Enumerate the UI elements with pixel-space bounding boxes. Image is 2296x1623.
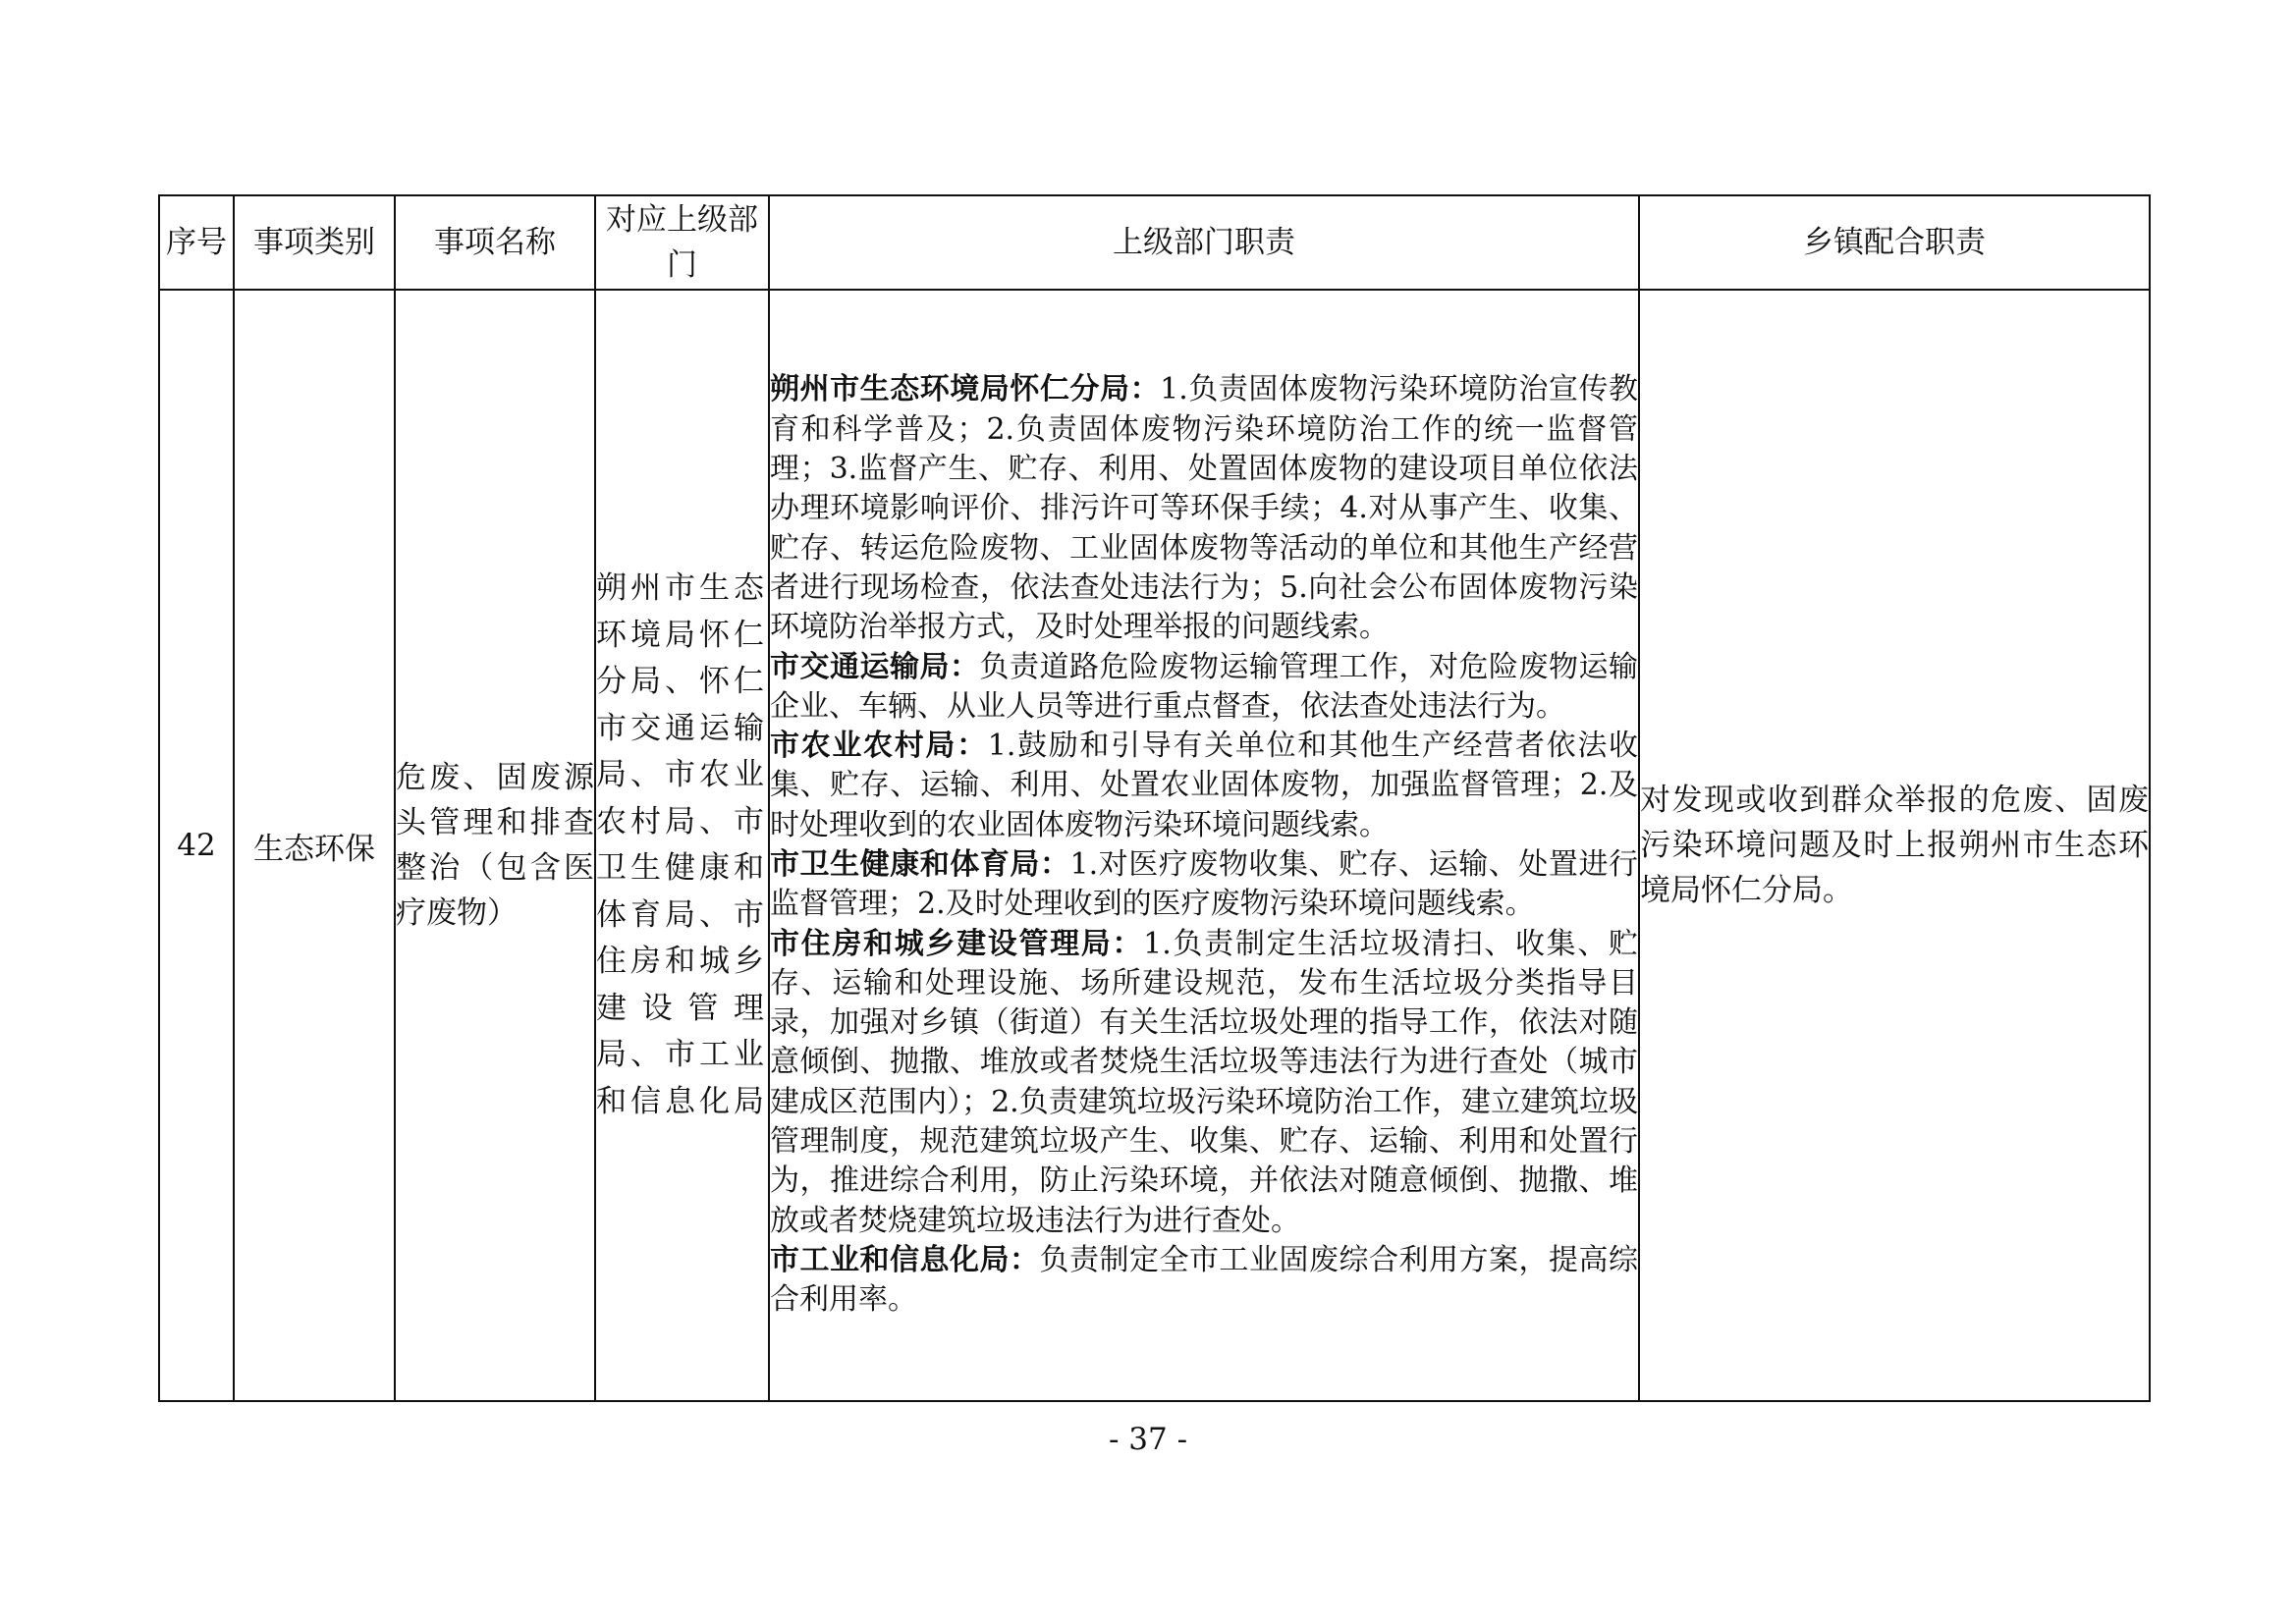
duty-paragraph	[770, 925, 1638, 1241]
header-dept: 对应上级部门	[595, 195, 769, 290]
duty-text: 1.负责固体废物污染环境防治宣传教育和科学普及；2.负责固体废物污染环境防治工作的统一监督管理；3.监督产生、贮存、利用、处置固体废物的建设项目单位依法办理环境影响评价、排污许可等环保手续；4.对从事产生、收集、贮存、转运危险废物、工业固体废物等活动的单位和其他生产经营者进行现场检查，依法查处违法行为；5.向社会公布固体废物污染环境防治举报方式，及时处理举报的问题线索。	[770, 372, 1638, 645]
duty-paragraph	[770, 727, 1638, 845]
cell-upper-duty	[769, 290, 1639, 1401]
cell-seq: 42	[159, 290, 234, 1401]
cell-item-name: 危废、固废源头管理和排查整治（包含医疗废物）	[395, 290, 595, 1401]
table-header-row	[159, 195, 2150, 290]
page-number: - 37 -	[1108, 1422, 1188, 1457]
table-row	[159, 290, 2150, 1401]
duty-org: 市工业和信息化局：	[770, 1242, 1040, 1277]
duty-org: 市卫生健康和体育局：	[770, 847, 1070, 882]
cell-category: 生态环保	[234, 290, 395, 1401]
header-town-duty: 乡镇配合职责	[1639, 195, 2150, 290]
duty-text: 1.对医疗废物收集、贮存、运输、处置进行监督管理；2.及时处理收到的医疗废物污染环境问题线索。	[770, 847, 1639, 922]
header-upper-duty: 上级部门职责	[769, 195, 1639, 290]
duty-paragraph	[770, 845, 1638, 925]
duty-org: 市农业农村局：	[770, 729, 988, 764]
header-category: 事项类别	[234, 195, 395, 290]
duty-org: 市住房和城乡建设管理局：	[770, 926, 1144, 961]
duty-paragraph	[770, 1241, 1638, 1321]
duty-paragraph	[770, 648, 1638, 728]
cell-dept: 朔州市生态环境局怀仁分局、怀仁市交通运输局、市农业农村局、市卫生健康和体育局、市住房和城乡建设管理局、市工业和信息化局	[595, 290, 769, 1401]
duty-text: 1.负责制定生活垃圾清扫、收集、贮存、运输和处理设施、场所建设规范，发布生活垃圾分类指导目录，加强对乡镇（街道）有关生活垃圾处理的指导工作，依法对随意倾倒、抛撒、堆放或者焚烧生活垃圾等违法行为进行查处（城市建成区范围内）；2.负责建筑垃圾污染环境防治工作，建立建筑垃圾管理制度，规范建筑垃圾产生、收集、贮存、运输、利用和处置行为，推进综合利用，防止污染环境，并依法对随意倾倒、抛撒、堆放或者焚烧建筑垃圾违法行为进行查处。	[770, 926, 1639, 1238]
duty-text: 负责道路危险废物运输管理工作，对危险废物运输企业、车辆、从业人员等进行重点督查，依法查处违法行为。	[770, 649, 1638, 724]
duty-table	[158, 194, 2151, 1402]
duty-org: 市交通运输局：	[770, 649, 980, 684]
header-item-name: 事项名称	[395, 195, 595, 290]
cell-town-duty: 对发现或收到群众举报的危废、固废污染环境问题及时上报朔州市生态环境局怀仁分局。	[1639, 290, 2150, 1401]
duty-text: 负责制定全市工业固废综合利用方案，提高综合利用率。	[770, 1242, 1638, 1318]
duty-text: 1.鼓励和引导有关单位和其他生产经营者依法收集、贮存、运输、利用、处置农业固体废物，加强监督管理；2.及时处理收到的农业固体废物污染环境问题线索。	[770, 729, 1638, 842]
header-seq: 序号	[159, 195, 234, 290]
duty-org: 朔州市生态环境局怀仁分局：	[770, 372, 1161, 407]
duty-paragraph	[770, 370, 1638, 647]
